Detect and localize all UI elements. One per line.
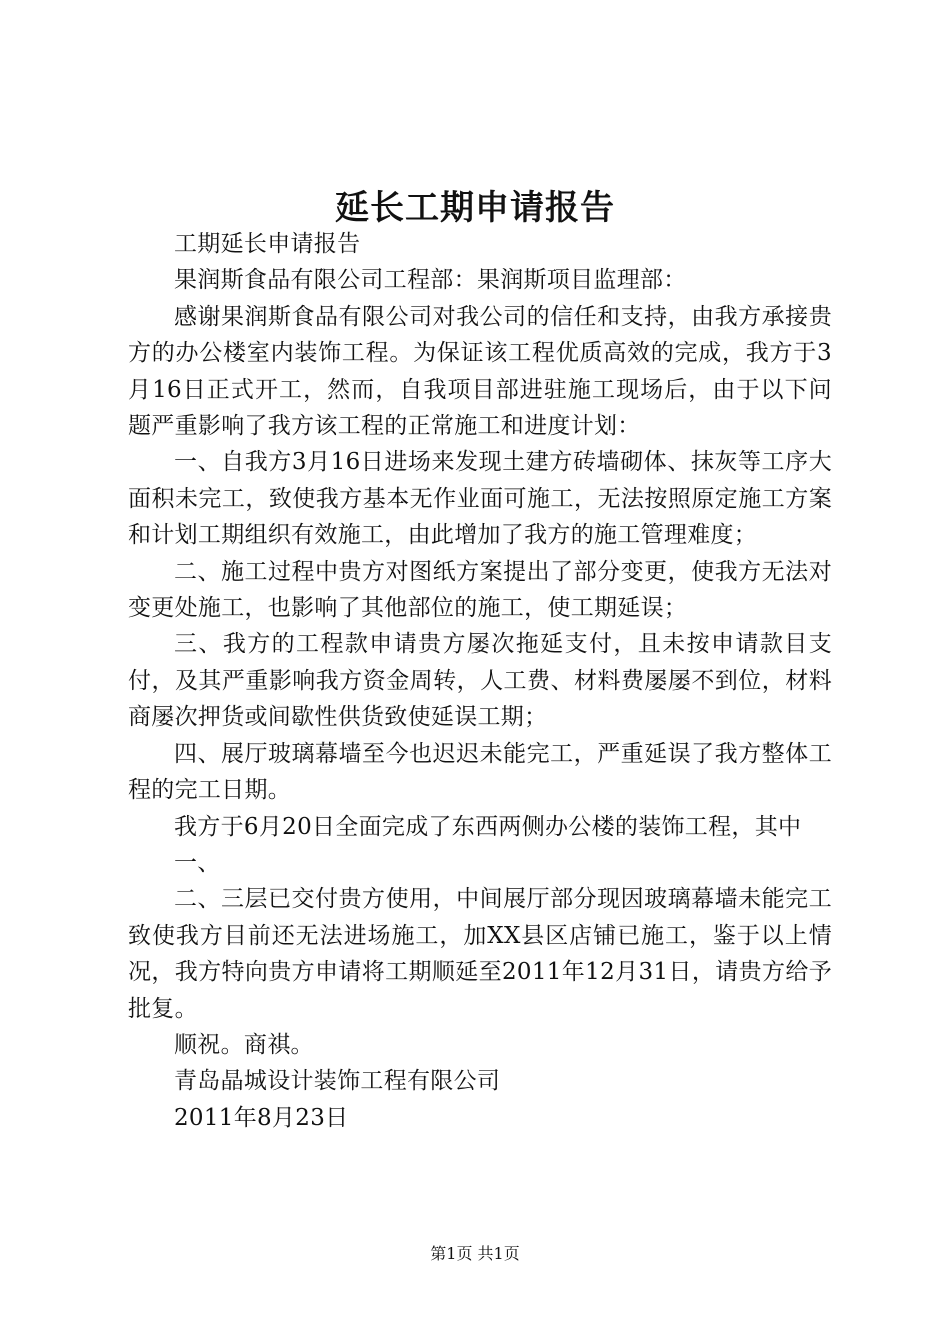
request-paragraph: 二、三层已交付贵方使用，中间展厅部分现因玻璃幕墙未能完工致使我方目前还无法进场施工，加XX县区店铺已施工，鉴于以上情况，我方特向贵方申请将工期顺延至2011年12月31日，请贵方给予批复。 [128,886,832,1022]
subtitle-paragraph: 工期延长申请报告 [174,231,361,257]
reason-two-paragraph: 二、施工过程中贵方对图纸方案提出了部分变更，使我方无法对变更处施工，也影响了其他部位的施工，使工期延误； [128,558,832,622]
reason-three-paragraph: 三、我方的工程款申请贵方屡次拖延支付，且未按申请款目支付，及其严重影响我方资金周转，人工费、材料费屡屡不到位，材料商屡次押货或间歇性供货致使延误工期； [128,631,832,731]
page-number-footer: 第1页 共1页 [430,1244,520,1263]
document-title: 延长工期申请报告 [335,188,615,228]
document-body [128,226,832,1136]
signature-date: 2011年8月23日 [174,1104,349,1131]
recipient-paragraph: 果润斯食品有限公司工程部：果润斯项目监理部： [174,267,687,294]
reason-four-paragraph: 四、展厅玻璃幕墙至今也迟迟未能完工，严重延误了我方整体工程的完工日期。 [128,740,832,804]
closing-paragraph: 顺祝。商祺。 [174,1031,314,1058]
reason-one-paragraph: 一、自我方3月16日进场来发现土建方砖墙砌体、抹灰等工序大面积未完工，致使我方基本无作业面可施工，无法按照原定施工方案和计划工期组织有效施工，由此增加了我方的施工管理难度； [128,449,832,549]
signature-company: 青岛晶城设计装饰工程有限公司 [174,1068,501,1095]
intro-paragraph: 感谢果润斯食品有限公司对我公司的信任和支持，由我方承接贵方的办公楼室内装饰工程。为保证该工程优质高效的完成，我方于3月16日正式开工，然而，自我项目部进驻施工现场后，由于以下问题严重影响了我方该工程的正常施工和进度计划： [128,303,832,440]
completion-paragraph: 我方于6月20日全面完成了东西两侧办公楼的装饰工程，其中 [174,813,802,840]
item-one-paragraph: 一、 [174,849,221,876]
